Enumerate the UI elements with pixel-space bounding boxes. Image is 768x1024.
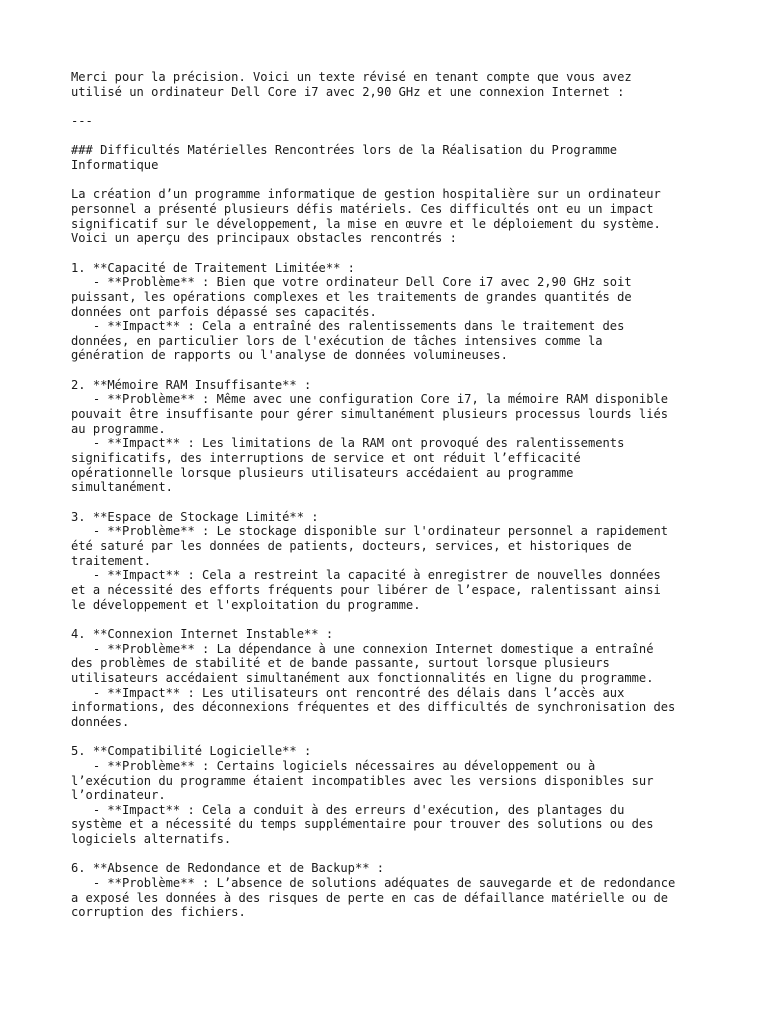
text-line: Merci pour la précision. Voici un texte révisé en tenant compte que vous avez — [71, 70, 632, 84]
text-line: opérationnelle lorsque plusieurs utilisateurs accédaient au programme — [71, 465, 574, 480]
text-line: logiciels alternatifs. — [71, 832, 232, 847]
text-line: 4. **Connexion Internet Instable** : — [71, 626, 334, 641]
text-line: significatifs, des interruptions de service et ont réduit l’efficacité — [71, 451, 581, 466]
text-line: pouvait être insuffisante pour gérer simultanément plusieurs processus lourds liés — [71, 407, 669, 422]
text-line: utilisé un ordinateur Dell Core i7 avec 2,90 GHz et une connexion Internet : — [71, 84, 625, 99]
text-line: données, en particulier lors de l'exécution de tâches intensives comme la — [71, 333, 603, 348]
text-line: traitement. — [71, 553, 152, 568]
text-line: a exposé les données à des risques de perte en cas de défaillance matérielle ou de — [71, 890, 669, 905]
text-line: personnel a présenté plusieurs défis matériels. Ces difficultés ont eu un impact — [71, 201, 654, 216]
text-line — [71, 730, 711, 745]
text-line: simultanément. — [71, 480, 173, 495]
text-line: génération de rapports ou l'analyse de données volumineuses. — [71, 348, 508, 363]
text-line — [71, 495, 711, 510]
text-line: - **Impact** : Cela a entraîné des ralentissements dans le traitement des — [71, 319, 625, 334]
text-line: l’exécution du programme étaient incompatibles avec les versions disponibles sur — [71, 773, 654, 788]
text-line: - **Impact** : Cela a conduit à des erreurs d'exécution, des plantages du — [71, 802, 625, 817]
text-line: - **Impact** : Les limitations de la RAM ont provoqué des ralentissements — [71, 436, 625, 451]
text-line: 1. **Capacité de Traitement Limitée** : — [71, 260, 355, 275]
text-line: données ont parfois dépassé ses capacités. — [71, 304, 377, 319]
text-line: données. — [71, 714, 130, 729]
text-line: été saturé par les données de patients, docteurs, services, et historiques de — [71, 539, 632, 553]
text-line: - **Problème** : Bien que votre ordinateur Dell Core i7 avec 2,90 GHz soit — [71, 275, 632, 290]
text-line: Informatique — [71, 157, 159, 172]
text-line: informations, des déconnexions fréquentes et des difficultés de synchronisation des — [71, 700, 676, 715]
text-line: utilisateurs accédaient simultanément aux fonctionnalités en ligne du programme. — [71, 670, 654, 685]
text-line: 6. **Absence de Redondance et de Backup** : — [71, 861, 385, 876]
text-line: - **Problème** : Certains logiciels nécessaires au développement ou à — [71, 758, 596, 773]
text-line: --- — [71, 113, 93, 128]
text-line: - **Impact** : Les utilisateurs ont rencontré des délais dans l’accès aux — [71, 685, 625, 700]
text-line: - **Problème** : L’absence de solutions adéquates de sauvegarde et de redondance — [71, 876, 676, 891]
text-line: au programme. — [71, 421, 166, 436]
text-line: corruption des fichiers. — [71, 905, 246, 920]
text-line: - **Problème** : La dépendance à une connexion Internet domestique a entraîné — [71, 641, 654, 656]
document-body — [71, 70, 711, 920]
text-line: significatif sur le développement, la mise en œuvre et le déploiement du système. — [71, 216, 661, 231]
text-line — [71, 363, 711, 378]
text-line: et a nécessité des efforts fréquents pour libérer de l’espace, ralentissant ainsi — [71, 582, 661, 597]
text-line — [71, 173, 711, 188]
text-line: le développement et l'exploitation du programme. — [71, 597, 421, 612]
text-line — [71, 612, 711, 627]
text-line: l’ordinateur. — [71, 788, 166, 803]
text-line: 5. **Compatibilité Logicielle** : — [71, 744, 312, 759]
text-line: système et a nécessité du temps supplémentaire pour trouver des solutions ou des — [71, 817, 654, 832]
text-line — [71, 847, 711, 862]
text-line: La création d’un programme informatique de gestion hospitalière sur un ordinateur — [71, 187, 661, 202]
text-line — [71, 246, 711, 261]
text-line: - **Impact** : Cela a restreint la capacité à enregistrer de nouvelles données — [71, 568, 661, 583]
text-line: des problèmes de stabilité et de bande passante, surtout lorsque plusieurs — [71, 656, 610, 671]
text-line — [71, 129, 711, 144]
text-line: Voici un aperçu des principaux obstacles rencontrés : — [71, 231, 457, 246]
text-line: 2. **Mémoire RAM Insuffisante** : — [71, 377, 312, 392]
text-line: ### Difficultés Matérielles Rencontrées lors de la Réalisation du Programme — [71, 143, 618, 158]
text-line — [71, 99, 711, 114]
text-line: puissant, les opérations complexes et les traitements de grandes quantités de — [71, 289, 632, 304]
text-line: - **Problème** : Même avec une configuration Core i7, la mémoire RAM disponible — [71, 392, 669, 407]
text-line: 3. **Espace de Stockage Limité** : — [71, 509, 319, 524]
text-line: - **Problème** : Le stockage disponible sur l'ordinateur personnel a rapidement — [71, 524, 669, 539]
